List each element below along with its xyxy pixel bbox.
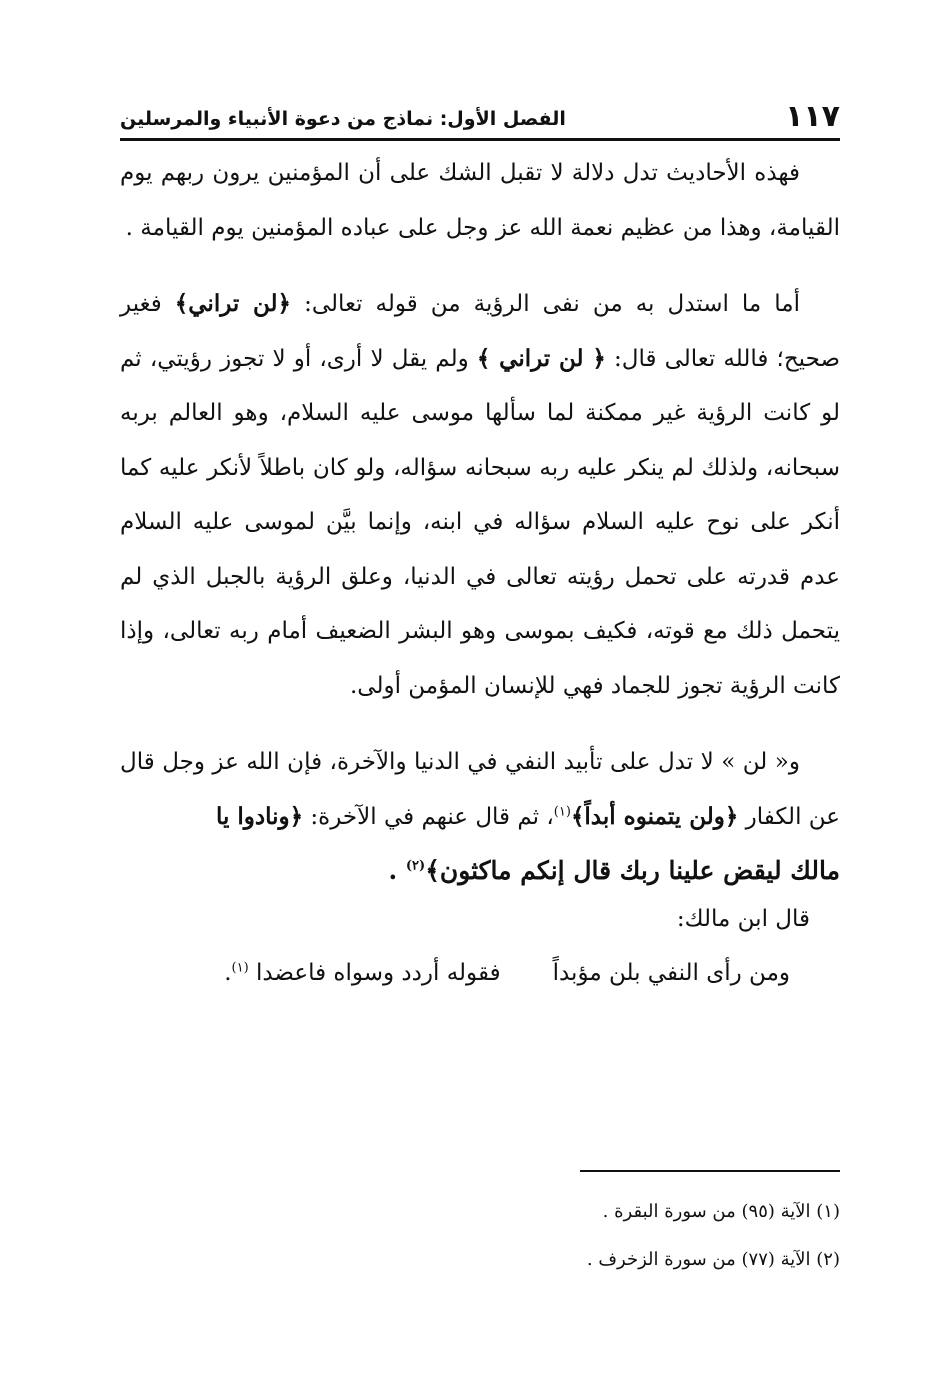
running-title: الفصل الأول: نماذج من دعوة الأنبياء والمرسلين: [120, 108, 566, 130]
footnote-marker-poem: (١): [231, 960, 249, 976]
footnote-marker-2: (٢): [405, 858, 426, 874]
paragraph-3-text-1: و« لن » لا تدل على تأبيد النفي في الدنيا والآخرة، فإن الله عز وجل قال عن الكفار: [120, 749, 840, 830]
paragraph-2-text-1: أما ما استدل به من نفى الرؤية من قوله تعالى:: [291, 291, 800, 317]
quran-verse-wanadaw-line: مالك ليقض علينا ربك قال إنكم ماكثون﴾: [425, 856, 840, 885]
poem-end-mark: .: [224, 960, 232, 986]
page-number: ١١٧: [785, 99, 840, 134]
page-body: [120, 146, 840, 1000]
quran-verse-lan-yatamannawh: ﴿ولن يتمنوه أبداً﴾: [570, 802, 739, 830]
footnote-marker-1: (١): [553, 803, 571, 819]
footnotes: [120, 1188, 840, 1284]
paragraph-2: [120, 277, 840, 713]
poem-intro: قال ابن مالك:: [676, 906, 810, 932]
paragraph-3: [120, 735, 840, 844]
poem-hemistich-1: ومن رأى النفي بلن مؤبداً: [552, 960, 790, 986]
paragraph-gap: [120, 713, 840, 735]
paragraph-2-text-2: فغير صحيح؛ فالله تعالى قال:: [120, 291, 840, 372]
quran-verse-line: [120, 844, 840, 898]
quran-verse-wanadaw-start: ﴿ونادوا يا: [215, 802, 304, 830]
paragraph-2-text-3: ولم يقل لا أرى، أو لا تجوز رؤيتي، ثم لو كانت الرؤية غير ممكنة لما سألها موسى عليه السلام، وهو العالم بربه سبحانه، ولذلك لم ينكر عليه ربه سبحانه سؤاله، ولو كان باطلاً لأنكر عليه كما أنكر على نوح عليه السلام سؤاله في ابنه، وإنما بيَّن لموسى عليه السلام عدم قدرته على تحمل رؤيته تعالى في الدنيا، وعلق الرؤية بالجبل الذي لم يتحمل ذلك مع قوته، فكيف بموسى وهو البشر الضعيف أمام ربه تعالى، وإذا كانت الرؤية تجوز للجماد فهي للإنسان المؤمن أولى.: [120, 345, 840, 699]
footnote-1: (١) الآية (٩٥) من سورة البقرة .: [602, 1201, 840, 1222]
paragraph-3-text-2: ، ثم قال عنهم في الآخرة:: [303, 803, 554, 830]
page-header: [120, 94, 840, 134]
verse-end-mark: .: [388, 856, 406, 885]
poem-hemistich-2: فقوله أردد وسواه فاعضدا: [255, 960, 501, 986]
paragraph-1: فهذه الأحاديث تدل دلالة لا تقبل الشك على أن المؤمنين يرون ربهم يوم القيامة، وهذا من عظيم نعمة الله عز وجل على عباده المؤمنين يوم القيامة .: [120, 160, 840, 241]
quran-verse-lan-tarani-2: ﴿ لن تراني ﴾: [476, 344, 606, 372]
footnote-rule: [580, 1170, 840, 1172]
quran-verse-lan-tarani: ﴿لن تراني﴾: [174, 290, 292, 317]
footnote-2: (٢) الآية (٧٧) من سورة الزخرف .: [586, 1249, 840, 1270]
paragraph-gap: [120, 255, 840, 277]
poem-verse: [120, 946, 840, 1000]
header-rule: [120, 138, 840, 141]
poem-hemistich-2-wrap: [224, 946, 500, 1000]
